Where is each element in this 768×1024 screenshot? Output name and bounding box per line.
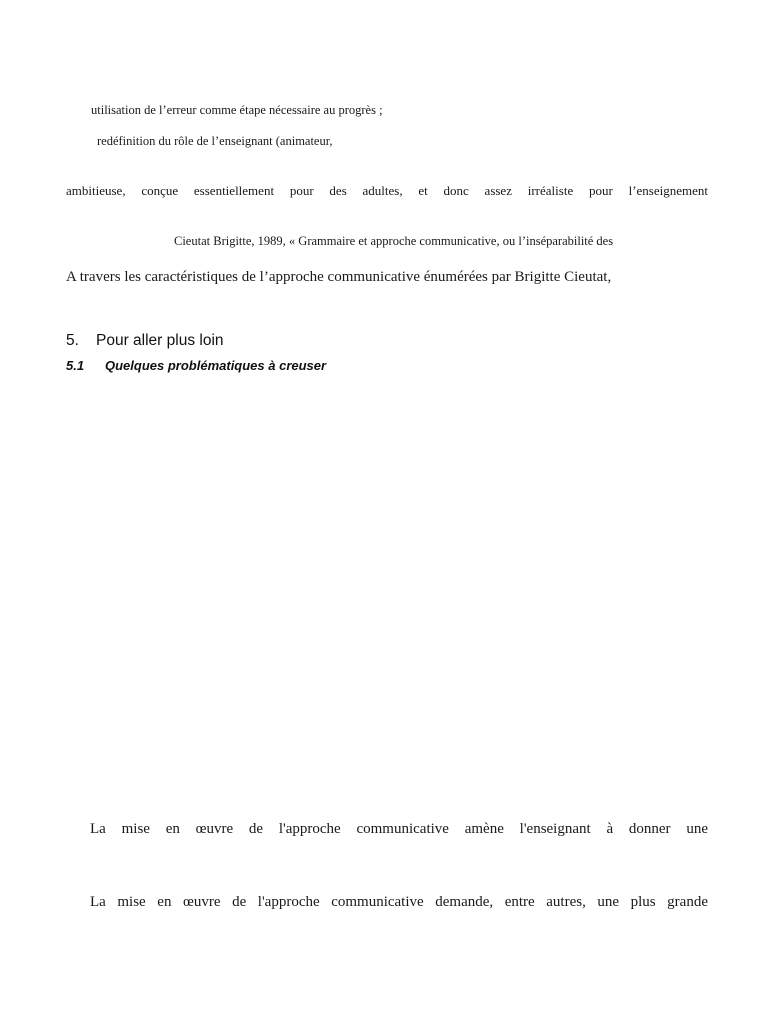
section-number: 5. — [66, 332, 79, 349]
paragraph-line-teacher-gives: La mise en œuvre de l'approche communicative amène l'enseignant à donner une — [90, 821, 708, 837]
subsection-title: Quelques problématiques à creuser — [105, 358, 327, 373]
bullet-text-error-usage: utilisation de l’erreur comme étape nécessaire au progrès ; — [91, 103, 383, 117]
section-title: Pour aller plus loin — [96, 332, 224, 349]
paragraph-line-ambitious: ambitieuse, conçue essentiellement pour des adultes, et donc assez irréaliste pour l’enseignement — [66, 183, 708, 198]
paragraph-line-characteristics: A travers les caractéristiques de l’approche communicative énumérées par Brigitte Cieutat, — [66, 269, 612, 285]
subsection-heading — [66, 358, 326, 373]
paragraph-line-demands: La mise en œuvre de l'approche communicative demande, entre autres, une plus grande — [90, 894, 708, 910]
subsection-number: 5.1 — [66, 358, 85, 373]
bullet-text-teacher-role: redéfinition du rôle de l’enseignant (animateur, — [97, 134, 333, 148]
section-heading — [66, 332, 224, 350]
citation-line: Cieutat Brigitte, 1989, « Grammaire et approche communicative, ou l’inséparabilité des — [174, 234, 614, 248]
